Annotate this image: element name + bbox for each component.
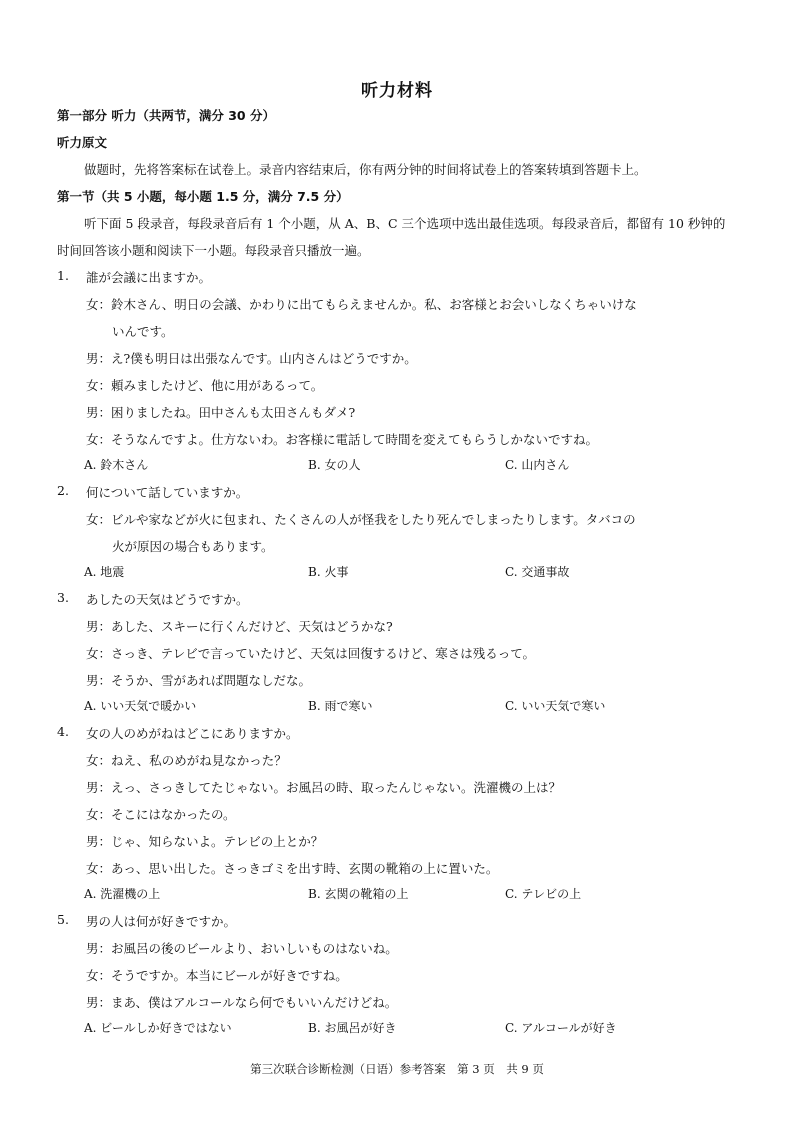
instructions: 做题时，先将答案标在试卷上。录音内容结束后，你有两分钟的时间将试卷上的答案转填到答题卡上。 (84, 162, 647, 177)
option-b: B. お風呂が好き (308, 1021, 397, 1035)
section-heading: 第一节（共 5 小题，每小题 1.5 分，满分 7.5 分） (57, 189, 349, 204)
dialogue-line: 男：あした、スキーに行くんだけど、天気はどうかな? (86, 619, 393, 634)
dialogue-line: 女：あっ、思い出した。さっきゴミを出す時、玄関の靴箱の上に置いた。 (86, 861, 499, 876)
dialogue-line: 女：鈴木さん、明日の会議、かわりに出てもらえませんか。私、お客様とお会いしなくちゃいけな (86, 297, 637, 312)
dialogue-line: 男：お風呂の後のビールより、おいしいものはないね。 (86, 941, 398, 956)
option-c: C. 交通事故 (505, 565, 570, 579)
option-b: B. 玄関の靴箱の上 (308, 887, 409, 901)
section-instructions-line2: 时间回答该小题和阅读下一小题。每段录音只播放一遍。 (57, 243, 370, 258)
part-heading: 第一部分 听力（共两节，满分 30 分） (57, 108, 275, 123)
option-c: C. 山内さん (505, 458, 570, 472)
dialogue-line: 女：ビルや家などが火に包まれ、たくさんの人が怪我をしたり死んでしまったりします。タバコの (86, 512, 636, 527)
question-number: 2. (57, 483, 69, 498)
dialogue-line: いんです。 (112, 324, 174, 339)
option-a: A. いい天気で暖かい (84, 699, 197, 713)
option-b: B. 女の人 (308, 458, 361, 472)
dialogue-line: 女：頼みましたけど、他に用があるって。 (86, 378, 324, 393)
option-c: C. いい天気で寒い (505, 699, 606, 713)
question-number: 4. (57, 724, 69, 739)
page-footer: 第三次联合诊断检测（日语）参考答案 第 3 页 共 9 页 (250, 1062, 544, 1076)
dialogue-line: 男：困りましたね。田中さんも太田さんもダメ? (86, 405, 356, 420)
option-c: C. テレビの上 (505, 887, 582, 901)
question-number: 3. (57, 590, 69, 605)
section-instructions-line1: 听下面 5 段录音，每段录音后有 1 个小题，从 A、B、C 三个选项中选出最佳选项。每段录音后，都留有 10 秒钟的 (84, 216, 726, 231)
dialogue-line: 男：え?僕も明日は出張なんです。山内さんはどうですか。 (86, 351, 417, 366)
option-b: B. 雨で寒い (308, 699, 373, 713)
dialogue-line: 女：そこにはなかったの。 (86, 807, 236, 822)
question-text: あしたの天気はどうですか。 (86, 592, 249, 607)
dialogue-line: 男：じゃ、知らないよ。テレビの上とか？ (86, 834, 324, 849)
question-text: 何について話していますか。 (86, 485, 249, 500)
original-heading: 听力原文 (57, 135, 108, 150)
dialogue-line: 女：そうなんですよ。仕方ないわ。お客様に電話して時間を変えてもらうしかないですね。 (86, 432, 599, 447)
option-a: A. 鈴木さん (84, 458, 149, 472)
option-c: C. アルコールが好き (505, 1021, 617, 1035)
option-b: B. 火事 (308, 565, 349, 579)
question-text: 男の人は何が好きですか。 (86, 914, 237, 929)
page-title: 听力材料 (361, 81, 433, 101)
dialogue-line: 女：そうですか。本当にビールが好きですね。 (86, 968, 348, 983)
dialogue-line: 男：そうか、雪があれば問題なしだな。 (86, 673, 312, 688)
dialogue-line: 女：さっき、テレビで言っていたけど、天気は回復するけど、寒さは残るって。 (86, 646, 536, 661)
dialogue-line: 男：えっ、さっきしてたじゃない。お風呂の時、取ったんじゃない。洗濯機の上は？ (86, 780, 562, 795)
dialogue-line: 火が原因の場合もあります。 (112, 539, 274, 554)
question-number: 5. (57, 912, 69, 927)
dialogue-line: 男：まあ、僕はアルコールなら何でもいいんだけどね。 (86, 995, 398, 1010)
option-a: A. 地震 (84, 565, 125, 579)
question-text: 誰が会議に出ますか。 (86, 270, 212, 285)
option-a: A. ビールしか好きではない (84, 1021, 232, 1035)
dialogue-line: 女：ねえ、私のめがね見なかった？ (86, 753, 287, 768)
question-text: 女の人のめがねはどこにありますか。 (86, 726, 299, 741)
option-a: A. 洗濯機の上 (84, 887, 161, 901)
question-number: 1. (57, 268, 69, 283)
